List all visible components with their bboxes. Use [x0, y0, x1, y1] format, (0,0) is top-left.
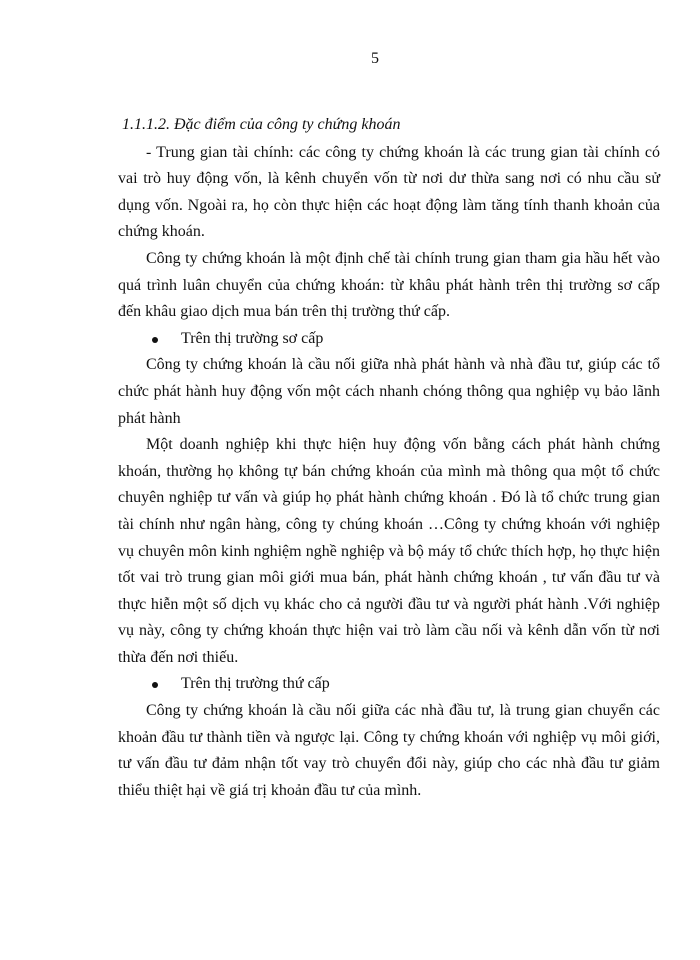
section-heading: 1.1.1.2. Đặc điểm của công ty chứng khoán — [122, 116, 401, 133]
bullet-dot-icon — [152, 682, 158, 688]
paragraph-enterprise-issuance: Một doanh nghiệp khi thực hiện huy động vốn bằng cách phát hành chứng khoán, thường họ không tự bán chứng khoán của mình mà thông qua một tổ chức chuyên nghiệp tư vấn và giúp họ phát hành chứng khoán . Đó là tổ chức trung gian tài chính như ngân hàng, công ty chúng khoán …Công ty chứng khoán với nghiệp vụ chuyên môn kinh nghiệm nghề nghiệp và bộ máy tổ chức thích hợp, họ thực hiện tốt vai trò trung gian môi giới mua bán, phát hành chứng khoán , tư vấn đầu tư và thực hiễn một số dịch vụ khác cho cả người đầu tư và người phát hành .Với nghiệp vụ này, công ty chứng khoán thực hiện vai trò làm cầu nối và kênh dẫn vốn từ nơi thừa đến nơi thiếu. — [118, 436, 660, 666]
paragraph-primary-market: Công ty chứng khoán là cầu nối giữa nhà phát hành và nhà đầu tư, giúp các tổ chức phát hành huy động vốn một cách nhanh chóng thông qua nghiệp vụ bảo lãnh phát hành — [118, 356, 660, 427]
bullet-primary-market-label: Trên thị trường sơ cấp — [181, 329, 324, 347]
page-content — [118, 112, 660, 804]
bullet-primary-market — [118, 326, 660, 353]
page-number: 5 — [371, 50, 379, 67]
paragraph-financial-institution: Công ty chứng khoán là một định chế tài chính trung gian tham gia hầu hết vào quá trình luân chuyển của chứng khoán: từ khâu phát hành trên thị trường sơ cấp đến khâu giao dịch mua bán trên thị trường thứ cấp. — [118, 249, 660, 321]
bullet-dot-icon — [152, 337, 158, 343]
paragraph-financial-intermediary: - Trung gian tài chính: các công ty chứng khoán là các trung gian tài chính có vai trò huy động vốn, là kênh chuyển vốn từ nơi dư thừa sang nơi có nhu cầu sử dụng vốn. Ngoài ra, họ còn thực hiện các hoạt động làm tăng tính thanh khoản của chứng khoán. — [118, 143, 660, 241]
bullet-secondary-market — [118, 671, 660, 698]
bullet-secondary-market-label: Trên thị trường thứ cấp — [181, 675, 330, 693]
paragraph-secondary-market: Công ty chứng khoán là cầu nối giữa các nhà đầu tư, là trung gian chuyển các khoản đầu tư thành tiền và ngược lại. Công ty chứng khoán với nghiệp vụ môi giới, tư vấn đầu tư đảm nhận tốt vay trò chuyển đổi này, giúp cho các nhà đầu tư giảm thiểu thiệt hại về giá trị khoản đầu tư của mình. — [118, 702, 660, 799]
